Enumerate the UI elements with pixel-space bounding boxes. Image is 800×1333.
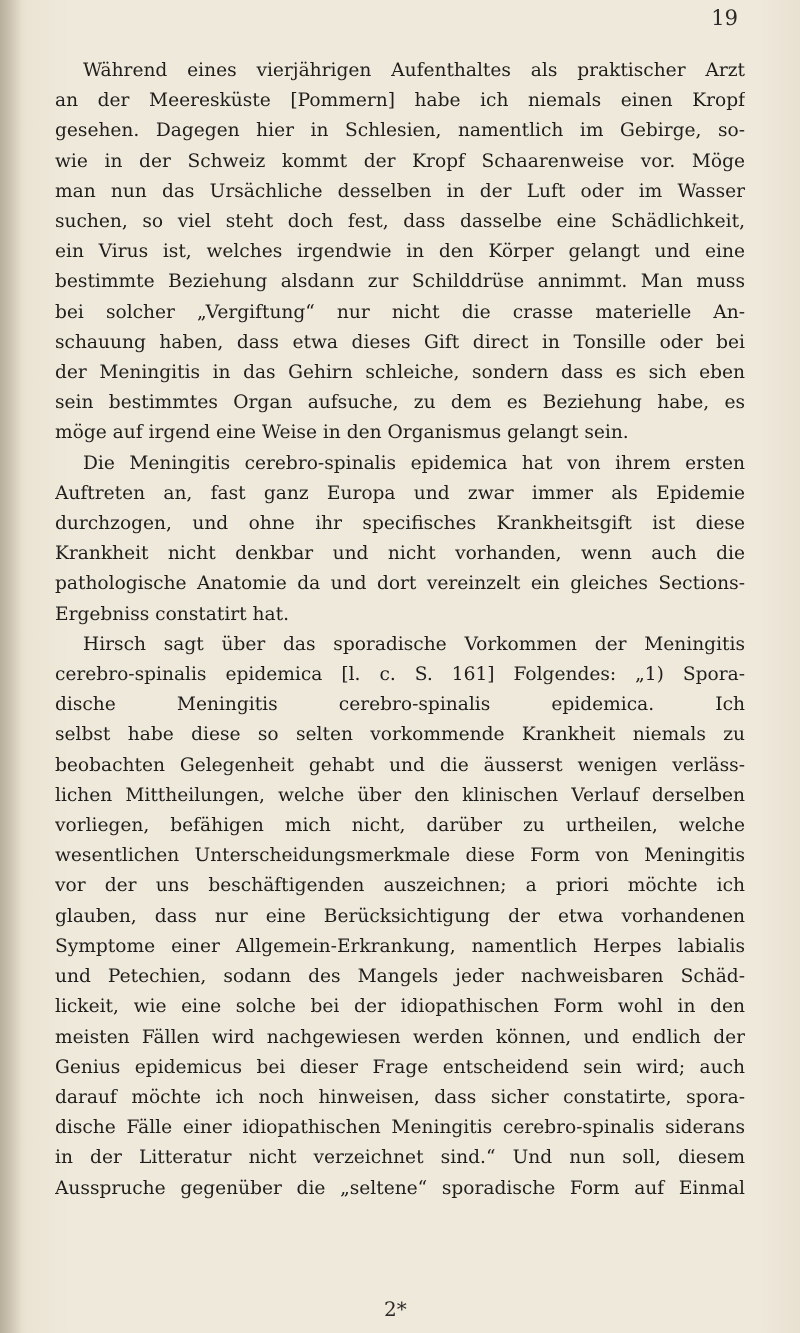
text-line: bestimmte Beziehung alsdann zur Schilddrüse annimmt. Man muss [55,271,745,293]
text-line: Krankheit nicht denkbar und nicht vorhanden, wenn auch die [55,543,745,565]
text-line: wie in der Schweiz kommt der Kropf Schaarenweise vor. Möge [55,150,745,172]
text-line: dische Fälle einer idiopathischen Meningitis cerebro-spinalis siderans [55,1117,745,1139]
text-line: suchen, so viel steht doch fest, dass dasselbe eine Schädlichkeit, [55,211,745,233]
text-line: Hirsch sagt über das sporadische Vorkommen der Meningitis [83,633,745,655]
text-line: cerebro-spinalis epidemica [l. c. S. 161] Folgendes: „1) Spora- [55,664,745,686]
text-line: lichen Mittheilungen, welche über den klinischen Verlauf derselben [55,784,745,806]
text-line: dische Meningitis cerebro-spinalis epidemica. Ich [55,694,745,716]
binding-shadow [0,0,22,1333]
signature-mark: 2* [384,1297,407,1321]
text-line: Symptome einer Allgemein-Erkrankung, namentlich Herpes labialis [55,935,745,957]
text-line: Genius epidemicus bei dieser Frage entscheidend sein wird; auch [55,1056,745,1078]
text-line: vorliegen, befähigen mich nicht, darüber zu urtheilen, welche [55,815,745,837]
text-line: schauung haben, dass etwa dieses Gift direct in Tonsille oder bei [55,331,745,353]
text-line: lickeit, wie eine solche bei der idiopathischen Form wohl in den [55,996,745,1018]
body-text [55,56,745,1204]
text-line: an der Meeresküste [Pommern] habe ich niemals einen Kropf [55,90,745,112]
text-line: meisten Fällen wird nachgewiesen werden können, und endlich der [55,1026,745,1048]
text-line: selbst habe diese so selten vorkommende Krankheit niemals zu [55,724,745,746]
text-line: Ausspruche gegenüber die „seltene“ sporadische Form auf Einmal [55,1177,745,1199]
text-line: Ergebniss constatirt hat. [55,603,290,625]
text-line: der Meningitis in das Gehirn schleiche, sondern dass es sich eben [55,362,745,384]
text-line: pathologische Anatomie da und dort vereinzelt ein gleiches Sections- [55,573,745,595]
text-line: beobachten Gelegenheit gehabt und die äusserst wenigen verläss- [55,754,745,776]
text-line: man nun das Ursächliche desselben in der Luft oder im Wasser [55,180,745,202]
text-line: und Petechien, sodann des Mangels jeder nachweisbaren Schäd- [55,966,745,988]
text-line: Die Meningitis cerebro-spinalis epidemica hat von ihrem ersten [83,452,745,474]
text-line: in der Litteratur nicht verzeichnet sind.“ Und nun soll, diesem [55,1147,745,1169]
text-line: ein Virus ist, welches irgendwie in den Körper gelangt und eine [55,241,745,263]
text-line: Auftreten an, fast ganz Europa und zwar immer als Epidemie [55,482,745,504]
text-line: glauben, dass nur eine Berücksichtigung der etwa vorhandenen [55,905,745,927]
page-number: 19 [711,6,738,30]
text-line: darauf möchte ich noch hinweisen, dass sicher constatirte, spora- [55,1086,745,1108]
text-line: durchzogen, und ohne ihr specifisches Krankheitsgift ist diese [55,513,745,535]
text-line: möge auf irgend eine Weise in den Organismus gelangt sein. [55,422,629,444]
text-line: gesehen. Dagegen hier in Schlesien, namentlich im Gebirge, so- [55,120,745,142]
text-line: sein bestimmtes Organ aufsuche, zu dem es Beziehung habe, es [55,392,745,414]
text-line: wesentlichen Unterscheidungsmerkmale diese Form von Meningitis [55,845,745,867]
text-line: vor der uns beschäftigenden auszeichnen; a priori möchte ich [55,875,745,897]
text-line: bei solcher „Vergiftung“ nur nicht die crasse materielle An- [55,301,745,323]
text-line: Während eines vierjährigen Aufenthaltes als praktischer Arzt [83,60,745,81]
